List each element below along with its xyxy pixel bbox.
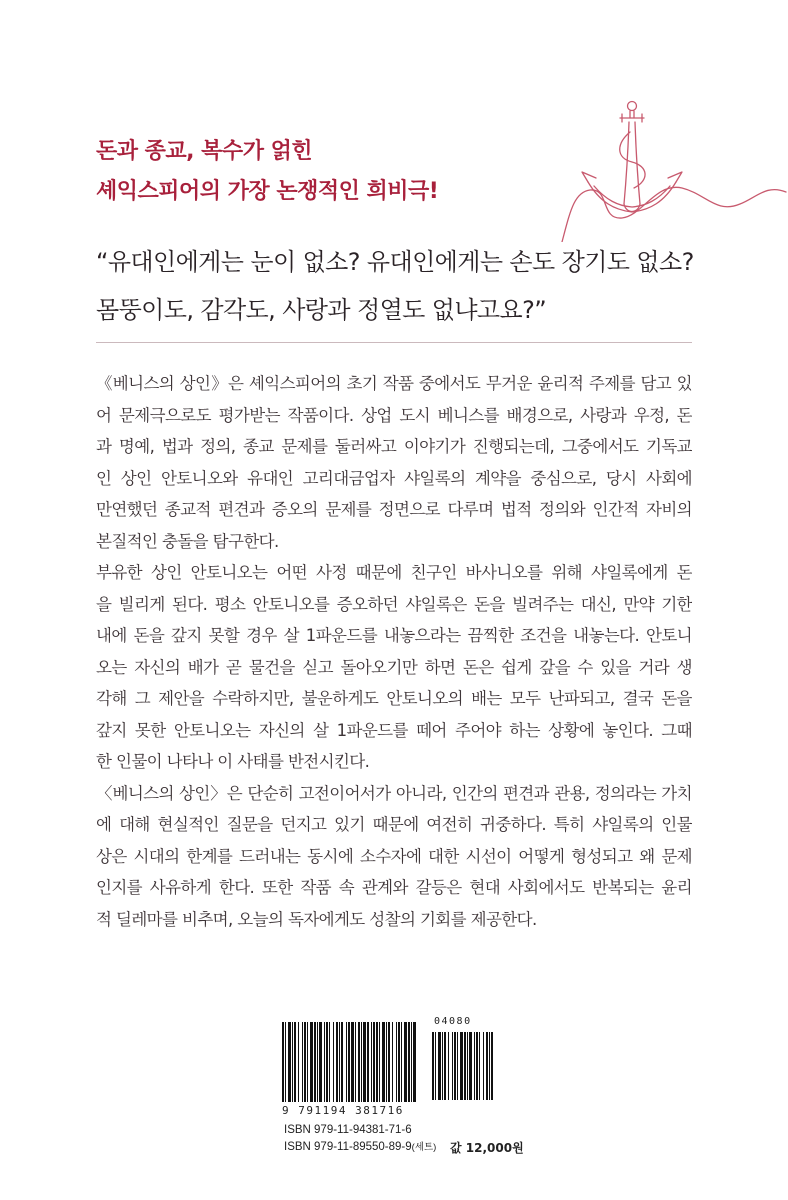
isbn-set-line <box>284 1139 436 1156</box>
headline-line-2: 셰익스피어의 가장 논쟁적인 희비극! <box>96 179 439 204</box>
body-line: 내에 돈을 갚지 못할 경우 살 1파운드를 내놓으라는 끔찍한 조건을 내놓는다. 안토니 <box>96 626 692 645</box>
body-line: 인지를 사유하게 한다. 또한 작품 속 관계와 갈등은 현대 사회에서도 반복되는 윤리 <box>96 878 692 897</box>
body-line: 갚지 못한 안토니오는 자신의 살 1파운드를 떼어 주어야 하는 상황에 놓인다. 그때 <box>96 720 692 740</box>
barcode-block <box>278 1016 524 1158</box>
body-line: 적 딜레마를 비추며, 오늘의 독자에게도 성찰의 기회를 제공한다. <box>96 909 537 929</box>
headline-line-1: 돈과 종교, 복수가 얽힌 <box>96 139 313 164</box>
body-line: 각해 그 제안을 수락하지만, 불운하게도 안토니오의 배는 모두 난파되고, 결국 돈을 <box>96 689 692 708</box>
body-line: 어 문제극으로도 평가받는 작품이다. 상업 도시 베니스를 배경으로, 사랑과 우정, 돈 <box>96 405 692 425</box>
isbn: ISBN 979-11-94381-71-6 <box>284 1124 412 1136</box>
headline <box>96 132 438 212</box>
pull-quote <box>96 238 706 334</box>
body-line: 오는 자신의 배가 곧 물건을 싣고 돌아오기만 하면 돈은 쉽게 갚을 수 있을 거라 생 <box>96 657 692 677</box>
body-line: 을 빌리게 된다. 평소 안토니오를 증오하던 샤일록은 돈을 빌려주는 대신, 만약 기한 <box>96 594 692 614</box>
anchor-icon <box>560 92 788 242</box>
body-line: 〈베니스의 상인〉은 단순히 고전이어서가 아니라, 인간의 편견과 관용, 정의라는 가치 <box>96 783 692 803</box>
body-line: 본질적인 충돌을 탐구한다. <box>96 531 279 551</box>
divider <box>96 342 692 343</box>
body-line: 인 상인 안토니오와 유대인 고리대금업자 샤일록의 계약을 중심으로, 당시 사회에 <box>96 468 692 488</box>
body-line: 부유한 상인 안토니오는 어떤 사정 때문에 친구인 바사니오를 위해 샤일록에게 돈 <box>96 563 692 582</box>
barcode-icon <box>278 1018 518 1118</box>
quote-line-1: “유대인에게는 눈이 없소? 유대인에게는 손도 장기도 없소? <box>96 248 694 276</box>
body-line: 한 인물이 나타나 이 사태를 반전시킨다. <box>96 752 370 771</box>
set-label: (세트) <box>411 1142 437 1153</box>
barcode-digits: 9 791194 381716 <box>282 1104 404 1117</box>
body-line: 《베니스의 상인》은 셰익스피어의 초기 작품 중에서도 무거운 윤리적 주제를 담고 있 <box>96 374 692 393</box>
description-text <box>96 368 692 935</box>
body-line: 만연했던 종교적 편견과 증오의 문제를 정면으로 다루며 법적 정의와 인간적 자비의 <box>96 500 692 519</box>
price: 값 12,000원 <box>450 1141 524 1155</box>
barcode-addon-digits: 04080 <box>434 1016 472 1027</box>
body-line: 에 대해 현실적인 질문을 던지고 있기 때문에 여전히 귀중하다. 특히 샤일록의 인물 <box>96 815 692 834</box>
body-line: 과 명예, 법과 정의, 종교 문제를 둘러싸고 이야기가 진행되는데, 그중에서도 기독교 <box>96 437 692 456</box>
quote-line-2: 몸뚱이도, 감각도, 사랑과 정열도 없냐고요?” <box>96 296 547 324</box>
isbn-set: ISBN 979-11-89550-89-9 <box>284 1141 412 1153</box>
body-line: 상은 시대의 한계를 드러내는 동시에 소수자에 대한 시선이 어떻게 형성되고 왜 문제 <box>96 846 692 866</box>
